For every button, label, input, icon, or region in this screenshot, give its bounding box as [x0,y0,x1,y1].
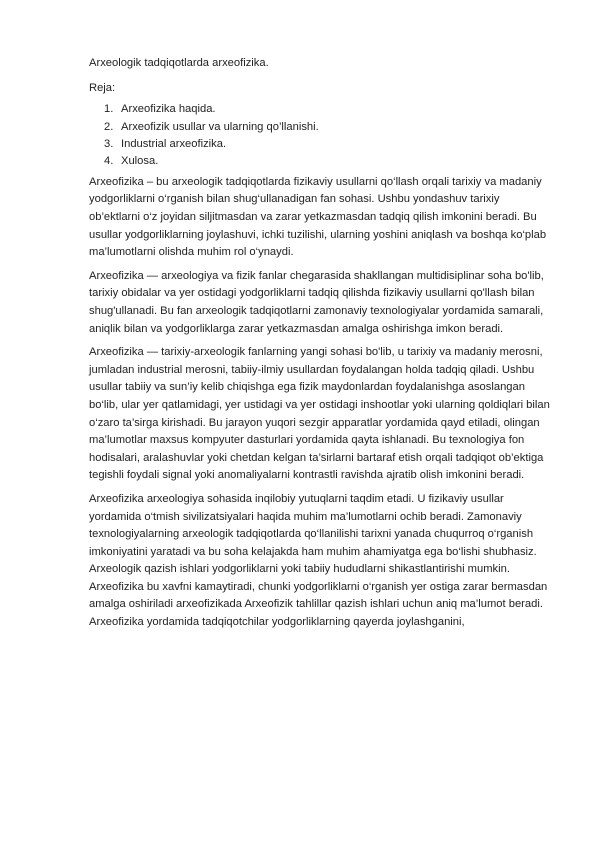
body-paragraph: Arxeofizika — tarixiy-arxeologik fanlarning yangi sohasi bo'lib, u tarixiy va madaniy merosni, jumladan industrial merosni, tabiiy-ilmiy usullardan foydalangan holda tadqiq qiladi. Ushbu usullar tabiiy va sun’iy kelib chiqishga ega fizik maydonlardan foydalanishga asoslangan bo‘lib, ular yer qatlamidagi, yer ustidagi va yer ostidagi inshootlar yoki ularning qoldiqlari bilan o‘zaro ta’sirga kirishadi. Bu jarayon yuqori sezgir apparatlar yordamida qayd etiladi, olingan ma’lumotlar maxsus kompyuter dasturlari yordamida qayta ishlanadi. Bu texnologiya fon hodisalari, aralashuvlar yoki chetdan kelgan ta’sirlarni bartaraf etish orqali tadqiqot ob’ektiga tegishli foydali signal yoki anomaliyalarni kontrastli ravishda ajratib olish imkonini beradi. [89,346,550,482]
plan-item [104,136,551,153]
plan-item [104,119,551,136]
plan-item-number: 1. [104,103,114,116]
plan-item [104,101,551,118]
plan-item-text: Xulosa. [121,155,159,168]
plan-list [89,101,551,171]
plan-item-text: Arxeofizika haqida. [121,103,216,116]
document-title: Arxeologik tadqiqotlarda arxeofizika. [89,57,269,69]
plan-item [104,153,551,170]
body-paragraph: Arxeofizika arxeologiya sohasida inqilobiy yutuqlarni taqdim etadi. U fizikaviy usullar yordamida o‘tmish sivilizatsiyalari haqida muhim ma’lumotlarni ochib beradi. Zamonaviy texnologiyalarning arxeologik tadqiqotlarda qo‘llanilishi tarixni yanada chuqurroq o‘rganish imkoniyatini yaratadi va bu soha kelajakda ham muhim ahamiyatga ega bo‘lishi shubhasiz. Arxeologik qazish ishlari yodgorliklarni yoki tabiiy hududlarni shikastlantirishi mumkin. Arxeofizika bu xavfni kamaytiradi, chunki yodgorliklarni o‘rganish yer ostiga zarar bermasdan amalga oshiriladi arxeofizikada Arxeofizik tahlillar qazish ishlari uchun aniq ma’lumot beradi. Arxeofizika yordamida tadqiqotchilar yodgorliklarning qayerda joylashganini, [89,492,548,629]
plan-label: Reja: [89,81,116,94]
document-page [89,55,551,638]
body-paragraph: Arxeofizika — arxeologiya va fizik fanlar chegarasida shakllangan multidisiplinar soha bo'lib, tarixiy obidalar va yer ostidagi yodgorliklarni tadqiq qilishda fizikaviy usullarni qo'llash bilan shug'ullanadi. Bu fan arxeologik tadqiqotlarni zamonaviy texnologiyalar yordamida samarali, aniqlik bilan va yodgorliklarga zarar yetkazmasdan amalga oshirishga imkon beradi. [89,269,544,335]
plan-item-text: Arxeofizik usullar va ularning qo’llanishi. [121,120,319,133]
body-paragraph: Arxeofizika – bu arxeologik tadqiqotlarda fizikaviy usullarni qo‘llash orqali tarixiy va madaniy yodgorliklarni o‘rganish bilan shug‘ullanadigan fan sohasi. Ushbu yondashuv tarixiy ob’ektlarni o‘z joyidan siljitmasdan va zarar yetkazmasdan tadqiq qilish imkonini beradi. Bu usullar yodgorliklarning joylashuvi, ichki tuzilishi, ularning yoshini aniqlash va boshqa ko‘plab ma’lumotlarni olishda muhim rol o‘ynaydi. [89,175,547,259]
plan-item-number: 2. [104,120,114,133]
plan-item-text: Industrial arxeofizika. [121,138,227,150]
plan-item-number: 4. [104,155,114,168]
plan-item-number: 3. [104,138,114,150]
